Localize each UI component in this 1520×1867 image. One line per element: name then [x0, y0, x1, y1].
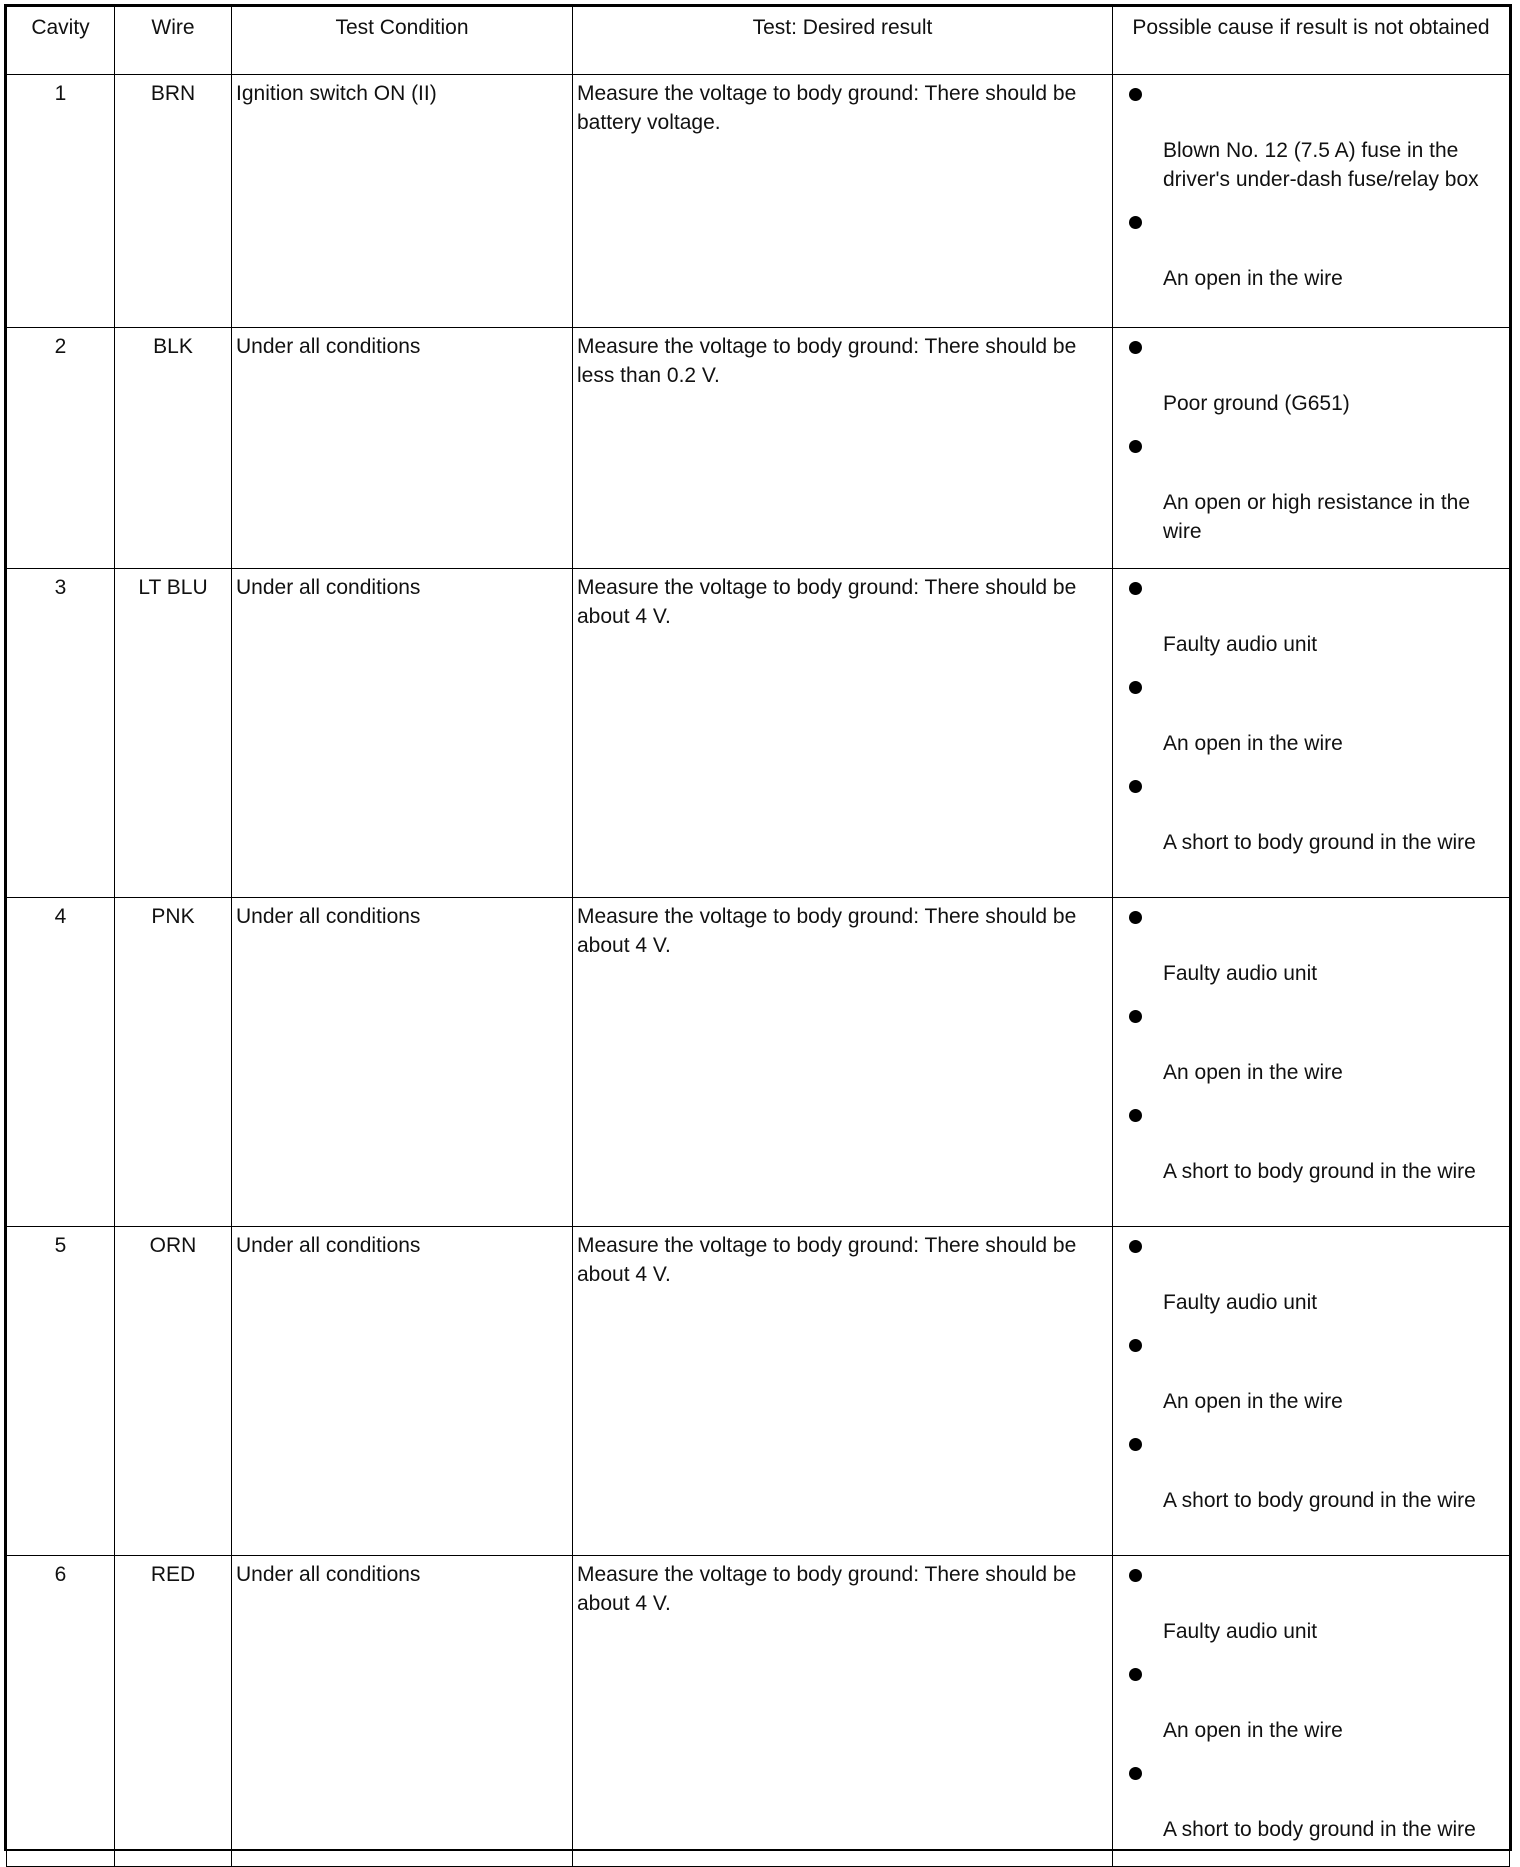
cell-cavity: 1: [7, 75, 115, 328]
cell-cavity: 5: [7, 1227, 115, 1556]
cell-wire: BLK: [115, 328, 232, 569]
cause-text: A short to body ground in the wire: [1163, 1818, 1476, 1841]
cause-item: [1129, 780, 1503, 857]
bullet-icon: [1129, 1668, 1142, 1681]
cell-possible-cause: [1113, 328, 1510, 569]
header-possible-cause: Possible cause if result is not obtained: [1113, 7, 1510, 75]
cell-wire: RED: [115, 1556, 232, 1867]
cause-text: An open in the wire: [1163, 1719, 1343, 1742]
header-desired-result: Test: Desired result: [573, 7, 1113, 75]
cell-wire: BRN: [115, 75, 232, 328]
bullet-icon: [1129, 1240, 1142, 1253]
cause-text: A short to body ground in the wire: [1163, 1160, 1476, 1183]
cause-text: Faulty audio unit: [1163, 1291, 1318, 1314]
bullet-icon: [1129, 1569, 1142, 1582]
cell-possible-cause: [1113, 75, 1510, 328]
cell-possible-cause: [1113, 569, 1510, 898]
cause-text: An open in the wire: [1163, 732, 1343, 755]
cause-item: [1129, 440, 1503, 546]
cause-item: [1129, 681, 1503, 758]
cell-test-condition: Under all conditions: [232, 1227, 573, 1556]
cause-item: [1129, 911, 1503, 988]
cell-test-condition: Under all conditions: [232, 898, 573, 1227]
cause-text: An open in the wire: [1163, 1061, 1343, 1084]
cause-item: [1129, 1109, 1503, 1186]
cause-item: [1129, 216, 1503, 293]
table-row: [7, 1556, 1510, 1867]
cell-test-condition: Under all conditions: [232, 569, 573, 898]
cause-text: Faulty audio unit: [1163, 1620, 1318, 1643]
bullet-icon: [1129, 911, 1142, 924]
cause-item: [1129, 88, 1503, 194]
cause-text: Poor ground (G651): [1163, 392, 1350, 415]
cause-item: [1129, 1010, 1503, 1087]
cell-desired-result: Measure the voltage to body ground: There should be about 4 V.: [573, 569, 1113, 898]
cause-item: [1129, 1767, 1503, 1844]
table-row: [7, 1227, 1510, 1556]
table-row: [7, 328, 1510, 569]
cell-desired-result: Measure the voltage to body ground: There should be about 4 V.: [573, 1227, 1113, 1556]
cause-item: [1129, 1668, 1503, 1745]
bullet-icon: [1129, 1767, 1142, 1780]
table-row: [7, 75, 1510, 328]
cell-cavity: 3: [7, 569, 115, 898]
table-row: [7, 898, 1510, 1227]
table-row: [7, 569, 1510, 898]
cell-wire: ORN: [115, 1227, 232, 1556]
cell-test-condition: Ignition switch ON (II): [232, 75, 573, 328]
cell-test-condition: Under all conditions: [232, 1556, 573, 1867]
cause-item: [1129, 341, 1503, 418]
connector-test-table: [6, 6, 1510, 1867]
bullet-icon: [1129, 1438, 1142, 1451]
cause-text: An open or high resistance in the wire: [1163, 491, 1471, 543]
bullet-icon: [1129, 88, 1142, 101]
cell-wire: PNK: [115, 898, 232, 1227]
cause-text: A short to body ground in the wire: [1163, 831, 1476, 854]
cell-possible-cause: [1113, 1556, 1510, 1867]
test-table-sheet: [4, 4, 1512, 1851]
bullet-icon: [1129, 1010, 1142, 1023]
cell-possible-cause: [1113, 898, 1510, 1227]
cell-cavity: 4: [7, 898, 115, 1227]
bullet-icon: [1129, 216, 1142, 229]
bullet-icon: [1129, 1109, 1142, 1122]
cell-cavity: 6: [7, 1556, 115, 1867]
bullet-icon: [1129, 341, 1142, 354]
bullet-icon: [1129, 440, 1142, 453]
header-cavity: Cavity: [7, 7, 115, 75]
cause-item: [1129, 1240, 1503, 1317]
bullet-icon: [1129, 780, 1142, 793]
cause-text: Faulty audio unit: [1163, 962, 1318, 985]
cell-test-condition: Under all conditions: [232, 328, 573, 569]
cause-item: [1129, 1569, 1503, 1646]
cause-text: Blown No. 12 (7.5 A) fuse in the driver's under-dash fuse/relay box: [1163, 139, 1479, 191]
header-wire: Wire: [115, 7, 232, 75]
cell-desired-result: Measure the voltage to body ground: There should be about 4 V.: [573, 1556, 1113, 1867]
cell-desired-result: Measure the voltage to body ground: There should be battery voltage.: [573, 75, 1113, 328]
table-body: [7, 75, 1510, 1867]
cause-text: An open in the wire: [1163, 267, 1343, 290]
cause-text: An open in the wire: [1163, 1390, 1343, 1413]
bullet-icon: [1129, 582, 1142, 595]
cause-item: [1129, 1438, 1503, 1515]
bullet-icon: [1129, 681, 1142, 694]
cell-desired-result: Measure the voltage to body ground: There should be about 4 V.: [573, 898, 1113, 1227]
bullet-icon: [1129, 1339, 1142, 1352]
table-header-row: [7, 7, 1510, 75]
cause-item: [1129, 1339, 1503, 1416]
header-test-condition: Test Condition: [232, 7, 573, 75]
cause-text: A short to body ground in the wire: [1163, 1489, 1476, 1512]
cell-desired-result: Measure the voltage to body ground: There should be less than 0.2 V.: [573, 328, 1113, 569]
cell-wire: LT BLU: [115, 569, 232, 898]
cell-cavity: 2: [7, 328, 115, 569]
cause-item: [1129, 582, 1503, 659]
cell-possible-cause: [1113, 1227, 1510, 1556]
cause-text: Faulty audio unit: [1163, 633, 1318, 656]
